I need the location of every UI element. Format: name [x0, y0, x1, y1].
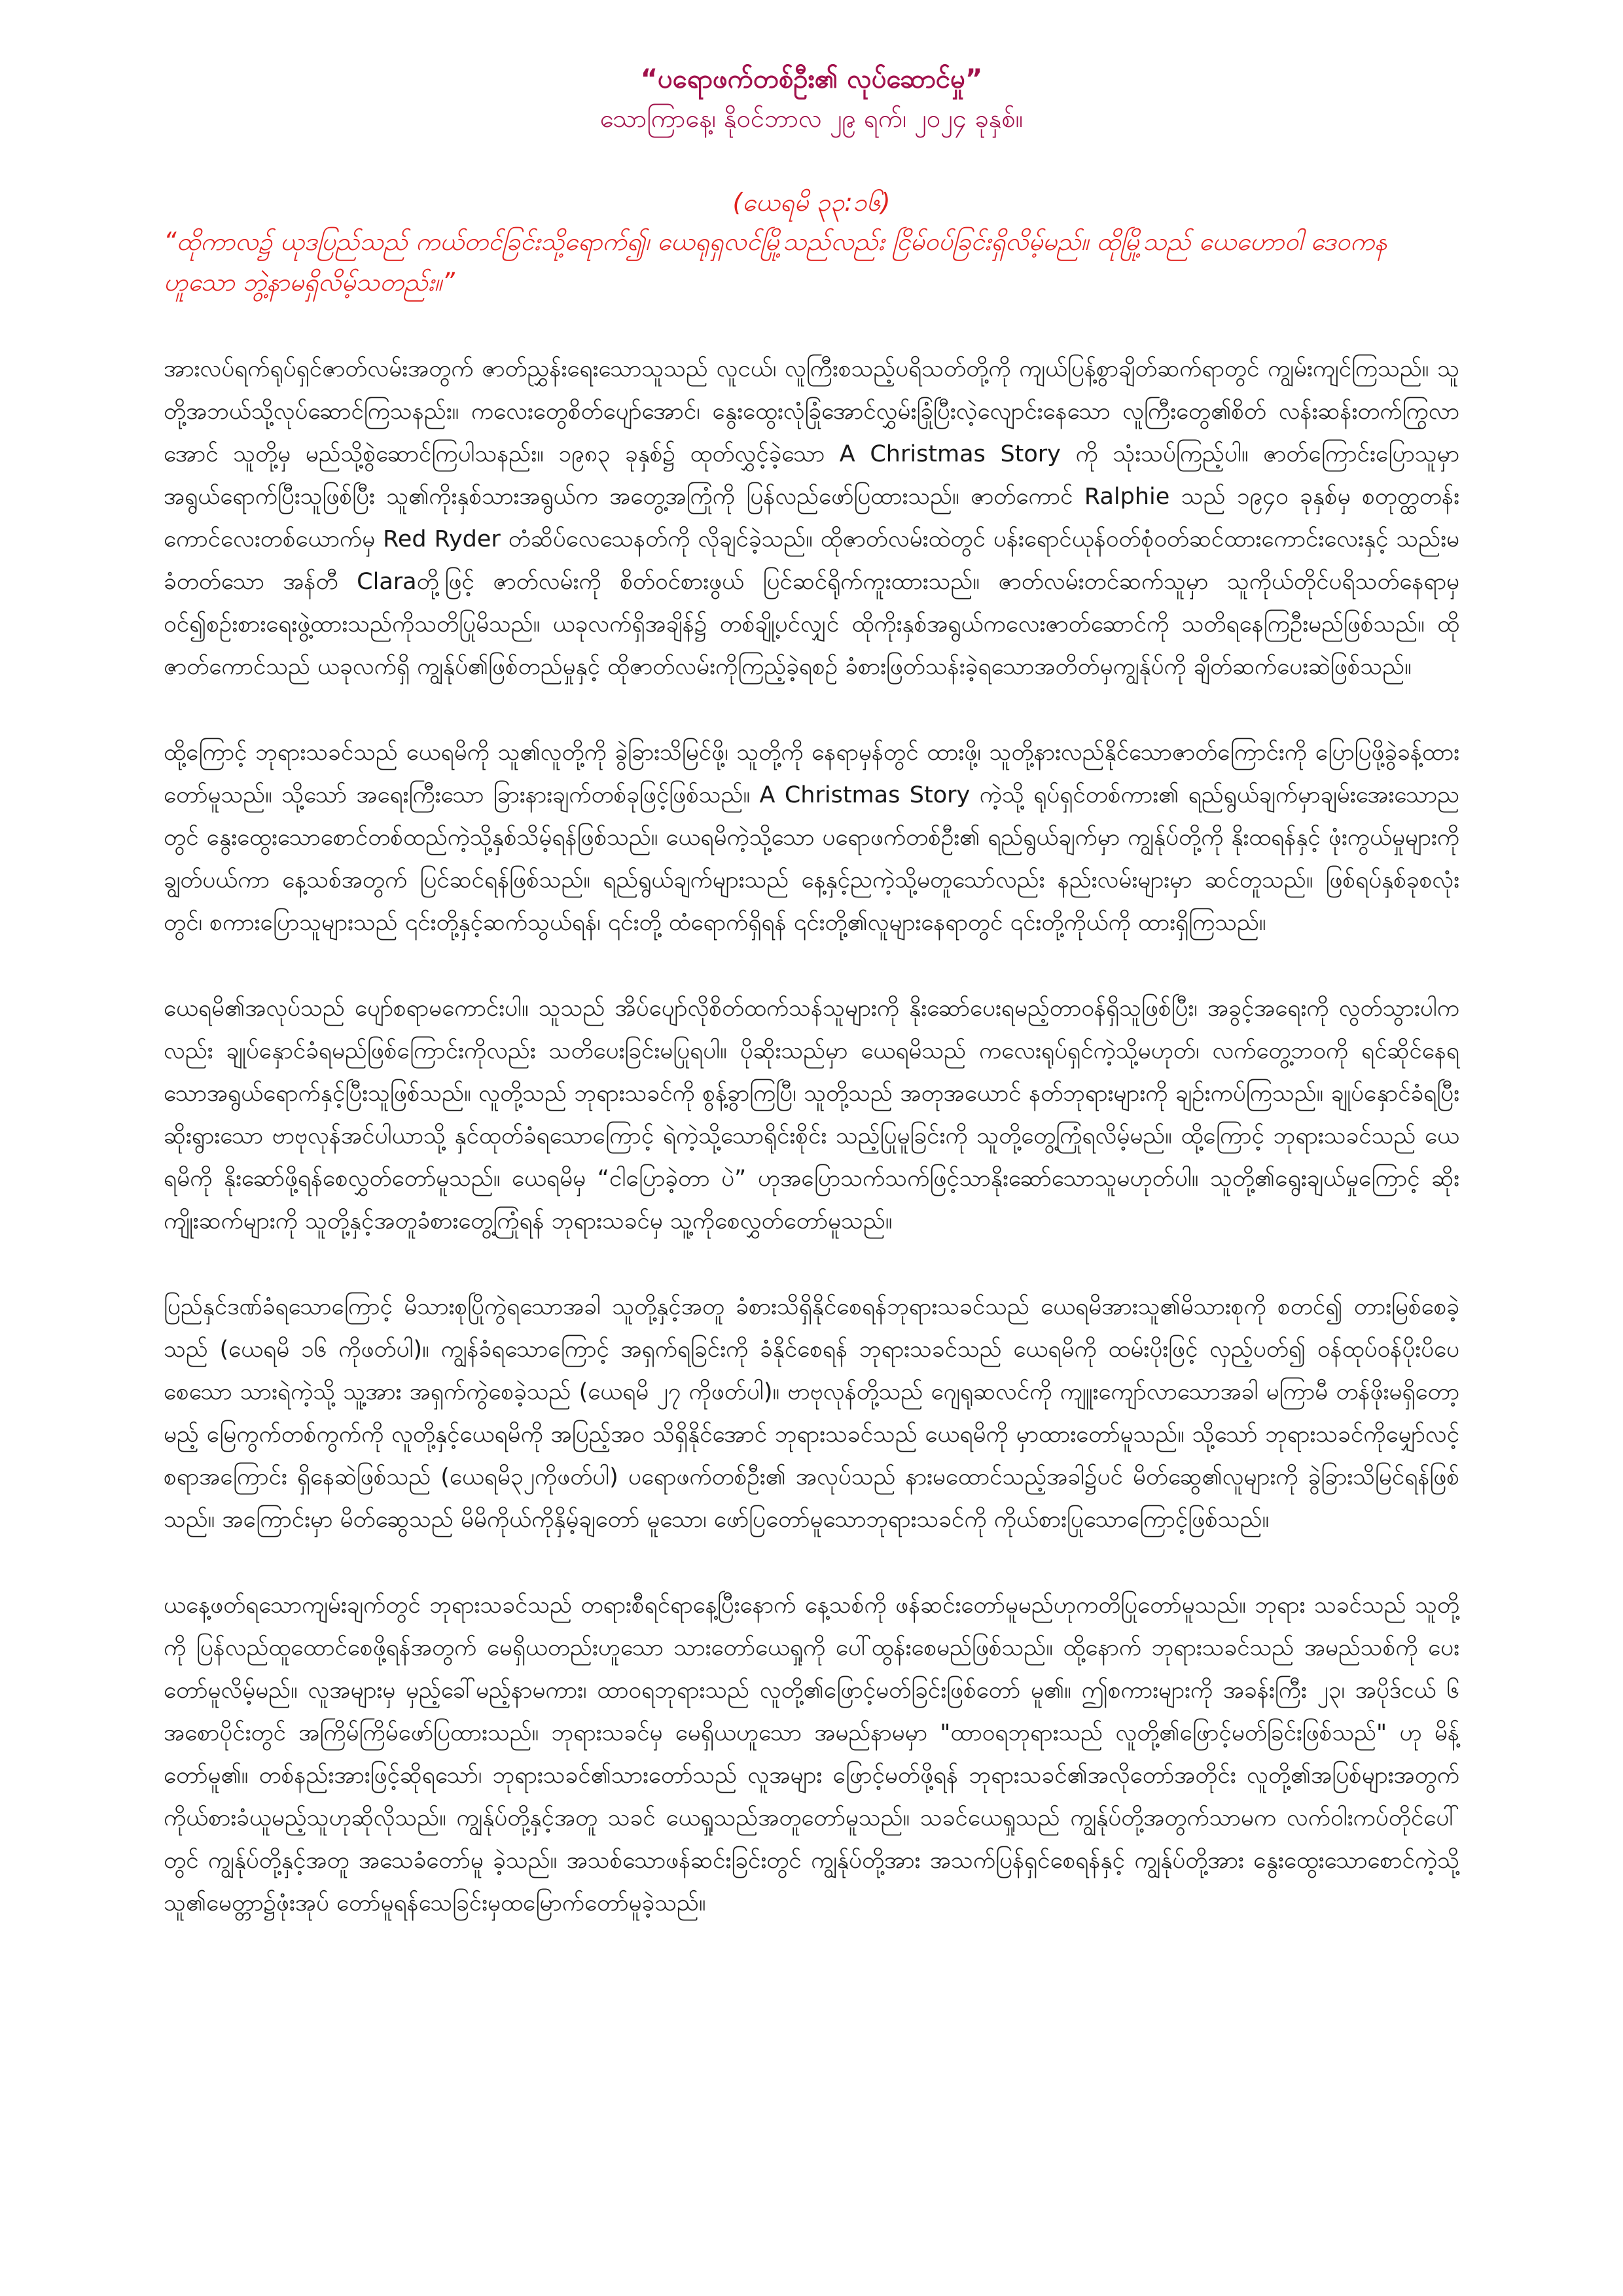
body-paragraph-2: ထို့ကြောင့် ဘုရားသခင်သည် ယေရမိကို သူ၏လူတို့ကို ခွဲခြားသိမြင်ဖို့၊ သူတို့ကို နေရာမှန်တွင် ထားဖို့၊ သူတို့နားလည်နိုင်သောဇာတ်ကြောင်းကို ပြောပြဖို့ခွဲခန့်ထားတော်မူသည်။ သို့သော် အရေးကြီးသော ခြားနားချက်တစ်ခုဖြင့်ဖြစ်သည်။ A Christmas Story ကဲ့သို့ ရုပ်ရှင်တစ်ကား၏ ရည်ရွယ်ချက်မှာချမ်းအေးသောညတွင် နွေးထွေးသောစောင်တစ်ထည်ကဲ့သို့နှစ်သိမ့်ရန်ဖြစ်သည်။ ယေရမိကဲ့သို့သော ပရောဖက်တစ်ဦး၏ ရည်ရွယ်ချက်မှာ ကျွန်ုပ်တို့ကို နိုးထရန်နှင့် ဖုံးကွယ်မှုများကို ချွတ်ပယ်ကာ နေ့သစ်အတွက် ပြင်ဆင်ရန်ဖြစ်သည်။ ရည်ရွယ်ချက်များသည် နေ့နှင့်ညကဲ့သို့မတူသော်လည်း နည်းလမ်းများမှာ ဆင်တူသည်။ ဖြစ်ရပ်နှစ်ခုစလုံးတွင်၊ စကားပြောသူများသည် ၎င်းတို့နှင့်ဆက်သွယ်ရန်၊ ၎င်းတို့ ထံရောက်ရှိရန် ၎င်းတို့၏လူများနေရာတွင် ၎င်းတို့ကိုယ်ကို ထားရှိကြသည်။ — [164, 740, 1459, 936]
page-title: “ပရောဖက်တစ်ဦး၏ လုပ်ဆောင်မှု” — [640, 64, 983, 94]
body-paragraph-5: ယနေ့ဖတ်ရသောကျမ်းချက်တွင် ဘုရားသခင်သည် တရားစီရင်ရာနေ့ပြီးနောက် နေ့သစ်ကို ဖန်ဆင်းတော်မူမည်ဟုကတိပြုတော်မူသည်။ ဘုရား သခင်သည် သူတို့ကို ပြန်လည်ထူထောင်စေဖို့ရန်အတွက် မေရှိယတည်းဟူသော သားတော်ယေရှုကို ပေါ်ထွန်းစေမည်ဖြစ်သည်။ ထို့နောက် ဘုရားသခင်သည် အမည်သစ်ကို ပေးတော်မူလိမ့်မည်။ လူအများမှ မှည့်ခေါ်မည့်နာမကား၊ ထာဝရဘုရားသည် လူတို့၏ဖြောင့်မတ်ခြင်းဖြစ်တော် မူ၏။ ဤစကားများကို အခန်းကြီး ၂၃၊ အပိုဒ်ငယ် ၆ အစောပိုင်းတွင် အကြိမ်ကြိမ်ဖော်ပြထားသည်။ ဘုရားသခင်မှ မေရှိယဟူသော အမည်နာမမှာ "ထာဝရဘုရားသည် လူတို့၏ဖြောင့်မတ်ခြင်းဖြစ်သည်" ဟု မိန့်တော်မူ၏။ တစ်နည်းအားဖြင့်ဆိုရသော်၊ ဘုရားသခင်၏သားတော်သည် လူအများ ဖြောင့်မတ်ဖို့ရန် ဘုရားသခင်၏အလိုတော်အတိုင်း လူတို့၏အပြစ်များအတွက် ကိုယ်စားခံယူမည့်သူဟုဆိုလိုသည်။ ကျွန်ုပ်တို့နှင့်အတူ သခင် ယေရှုသည်အတူတော်မူသည်။ သခင်ယေရှုသည် ကျွန်ုပ်တို့အတွက်သာမက လက်ဝါးကပ်တိုင်ပေါ်တွင် ကျွန်ုပ်တို့နှင့်အတူ အသေခံတော်မူ ခဲ့သည်။ အသစ်သောဖန်ဆင်းခြင်းတွင် ကျွန်ုပ်တို့အား အသက်ပြန်ရှင်စေရန်နှင့် ကျွန်ုပ်တို့အား နွေးထွေးသောစောင်ကဲ့သို့ သူ၏မေတ္တာ၌ဖုံးအုပ် တော်မူရန်သေခြင်းမှထမြောက်တော်မူခဲ့သည်။ — [164, 1592, 1459, 1916]
body-paragraph-3: ယေရမိ၏အလုပ်သည် ပျော်စရာမကောင်းပါ။ သူသည် အိပ်ပျော်လိုစိတ်ထက်သန်သူများကို နိုးဆော်ပေးရမည့်တာဝန်ရှိသူဖြစ်ပြီး၊ အခွင့်အရေးကို လွတ်သွားပါကလည်း ချုပ်နှောင်ခံရမည်ဖြစ်ကြောင်းကိုလည်း သတိပေးခြင်းမပြုရပါ။ ပိုဆိုးသည်မှာ ယေရမိသည် ကလေးရုပ်ရှင်ကဲ့သို့မဟုတ်၊ လက်တွေ့ဘဝကို ရင်ဆိုင်နေရသောအရွယ်ရောက်နှင့်ပြီးသူဖြစ်သည်။ လူတို့သည် ဘုရားသခင်ကို စွန့်ခွာကြပြီ၊ သူတို့သည် အတုအယောင် နတ်ဘုရားများကို ချဉ်းကပ်ကြသည်။ ချုပ်နှောင်ခံရပြီး ဆိုးရွားသော ဗာဗုလုန်အင်ပါယာသို့ နှင်ထုတ်ခံရသောကြောင့် ရဲကဲ့သို့သောရိုင်းစိုင်း သည့်ပြုမူခြင်းကို သူတို့တွေ့ကြုံရလိမ့်မည်။ ထို့ကြောင့် ဘုရားသခင်သည် ယေရမိကို နိုးဆော်ဖို့ရန်စေလွှတ်တော်မူသည်။ ယေရမိမှ “ငါပြောခဲ့တာ ပဲ” ဟုအပြောသက်သက်ဖြင့်သာနိုးဆော်သောသူမဟုတ်ပါ။ သူတို့၏ရွေးချယ်မှုကြောင့် ဆိုးကျိုးဆက်များကို သူတို့နှင့်အတူခံစားတွေ့ကြုံရန် ဘုရားသခင်မှ သူ့ကိုစေလွှတ်တော်မူသည်။ — [164, 996, 1459, 1234]
body-paragraph-1: အားလပ်ရက်ရုပ်ရှင်ဇာတ်လမ်းအတွက် ဇာတ်ညွှန်းရေးသောသူသည် လူငယ်၊ လူကြီးစသည့်ပရိသတ်တို့ကို ကျယ်ပြန့်စွာချိတ်ဆက်ရာတွင် ကျွမ်းကျင်ကြသည်။ သူတို့အဘယ်သို့လုပ်ဆောင်ကြသနည်း။ ကလေးတွေစိတ်ပျော်အောင်၊ နွေးထွေးလုံခြုံအောင်လွှမ်းခြုံပြီးလဲ့လျောင်းနေသော လူကြီးတွေ၏စိတ် လန်းဆန်းတက်ကြွလာအောင် သူတို့မှ မည်သို့စွဲဆောင်ကြပါသနည်း။ ၁၉၈၃ ခုနှစ်၌ ထုတ်လွှင့်ခဲ့သော A Christmas Story ကို သုံးသပ်ကြည့်ပါ။ ဇာတ်ကြောင်းပြောသူမှာအရွယ်ရောက်ပြီးသူဖြစ်ပြီး သူ၏ကိုးနှစ်သားအရွယ်က အတွေ့အကြုံကို ပြန်လည်ဖော်ပြထားသည်။ ဇာတ်ကောင် Ralphie သည် ၁၉၄၀ ခုနှစ်မှ စတုတ္ထတန်းကောင်လေးတစ်ယောက်မှ Red Ryder တံဆိပ်လေသေနတ်ကို လိုချင်ခဲ့သည်။ ထိုဇာတ်လမ်းထဲတွင် ပန်းရောင်ယုန်ဝတ်စုံဝတ်ဆင်ထားကောင်းလေးနှင့် သည်းမခံတတ်သော အန်တီ Claraတို့ဖြင့် ဇာတ်လမ်းကို စိတ်ဝင်စားဖွယ် ပြင်ဆင်ရိုက်ကူးထားသည်။ ဇာတ်လမ်းတင်ဆက်သူမှာ သူကိုယ်တိုင်ပရိသတ်နေရာမှ ဝင်၍စဉ်းစားရေးဖွဲ့ထားသည်ကိုသတိပြုမိသည်။ ယခုလက်ရှိအချိန်၌ တစ်ချို့ပင်လျှင် ထိုကိုးနှစ်အရွယ်ကလေးဇာတ်ဆောင်ကို သတိရနေကြဦးမည်ဖြစ်သည်။ ထိုဇာတ်ကောင်သည် ယခုလက်ရှိ ကျွန်ုပ်၏ဖြစ်တည်မှုနှင့် ထိုဇာတ်လမ်းကိုကြည့်ခဲ့ရစဉ် ခံစားဖြတ်သန်းခဲ့ရသောအတိတ်မှကျွန်ုပ်ကို ချိတ်ဆက်ပေးဆဲဖြစ်သည်။ — [164, 356, 1459, 680]
date-line: သောကြာနေ့၊ နိုဝင်ဘာလ ၂၉ ရက်၊ ၂၀၂၄ ခုနှစ်။ — [599, 104, 1024, 133]
body-paragraph-4: ပြည်နှင်ဒဏ်ခံရသောကြောင့် မိသားစုပြိုကွဲရသောအခါ သူတို့နှင့်အတူ ခံစားသိရှိနိုင်စေရန်ဘုရားသခင်သည် ယေရမိအားသူ၏မိသားစုကို စတင်၍ တားမြစ်စေခဲ့သည် (ယေရမိ ၁၆ ကိုဖတ်ပါ)။ ကျွန်ခံရသောကြောင့် အရှက်ရခြင်းကို ခံနိုင်စေရန် ဘုရားသခင်သည် ယေရမိကို ထမ်းပိုးဖြင့် လှည့်ပတ်၍ ဝန်ထုပ်ဝန်ပိုးပိပေစေသော သားရဲကဲ့သို့ သူ့အား အရှက်ကွဲစေခဲ့သည် (ယေရမိ ၂၇ ကိုဖတ်ပါ)။ ဗာဗုလုန်တို့သည် ဂျေရုဆလင်ကို ကျူးကျော်လာသောအခါ မကြာမီ တန်ဖိုးမရှိတော့မည့် မြေကွက်တစ်ကွက်ကို လူတို့နှင့်ယေရမိကို အပြည့်အဝ သိရှိနိုင်အောင် ဘုရားသခင်သည် ယေရမိကို မှာထားတော်မူသည်။ သို့သော် ဘုရားသခင်ကိုမျှော်လင့်စရာအကြောင်း ရှိနေဆဲဖြစ်သည် (ယေရမိ၃၂ကိုဖတ်ပါ) ပရောဖက်တစ်ဦး၏ အလုပ်သည် နားမထောင်သည့်အခါ၌ပင် မိတ်ဆွေ၏လူများကို ခွဲခြားသိမြင်ရန်ဖြစ်သည်။ အကြောင်းမှာ မိတ်ဆွေသည် မိမိကိုယ်ကိုနှိမ့်ချတော် မူသော၊ ဖော်ပြတော်မူသောဘုရားသခင်ကို ကိုယ်စားပြုသောကြောင့်ဖြစ်သည်။ — [164, 1294, 1459, 1533]
scripture-reference: (ယေရမိ ၃၃:၁၆) — [732, 188, 891, 217]
scripture-quote: “ထိုကာလ၌ ယုဒပြည်သည် ကယ်တင်ခြင်းသို့ရောက်၍၊ ယေရုရှလင်မြို့သည်လည်း ငြိမ်ဝပ်ခြင်းရှိလိမ့်မည်။ ထိုမြို့သည် ယေဟောဝါ ဒေဝကန ဟူသော ဘွဲ့နာမရှိလိမ့်သတည်း။” — [164, 227, 1387, 296]
